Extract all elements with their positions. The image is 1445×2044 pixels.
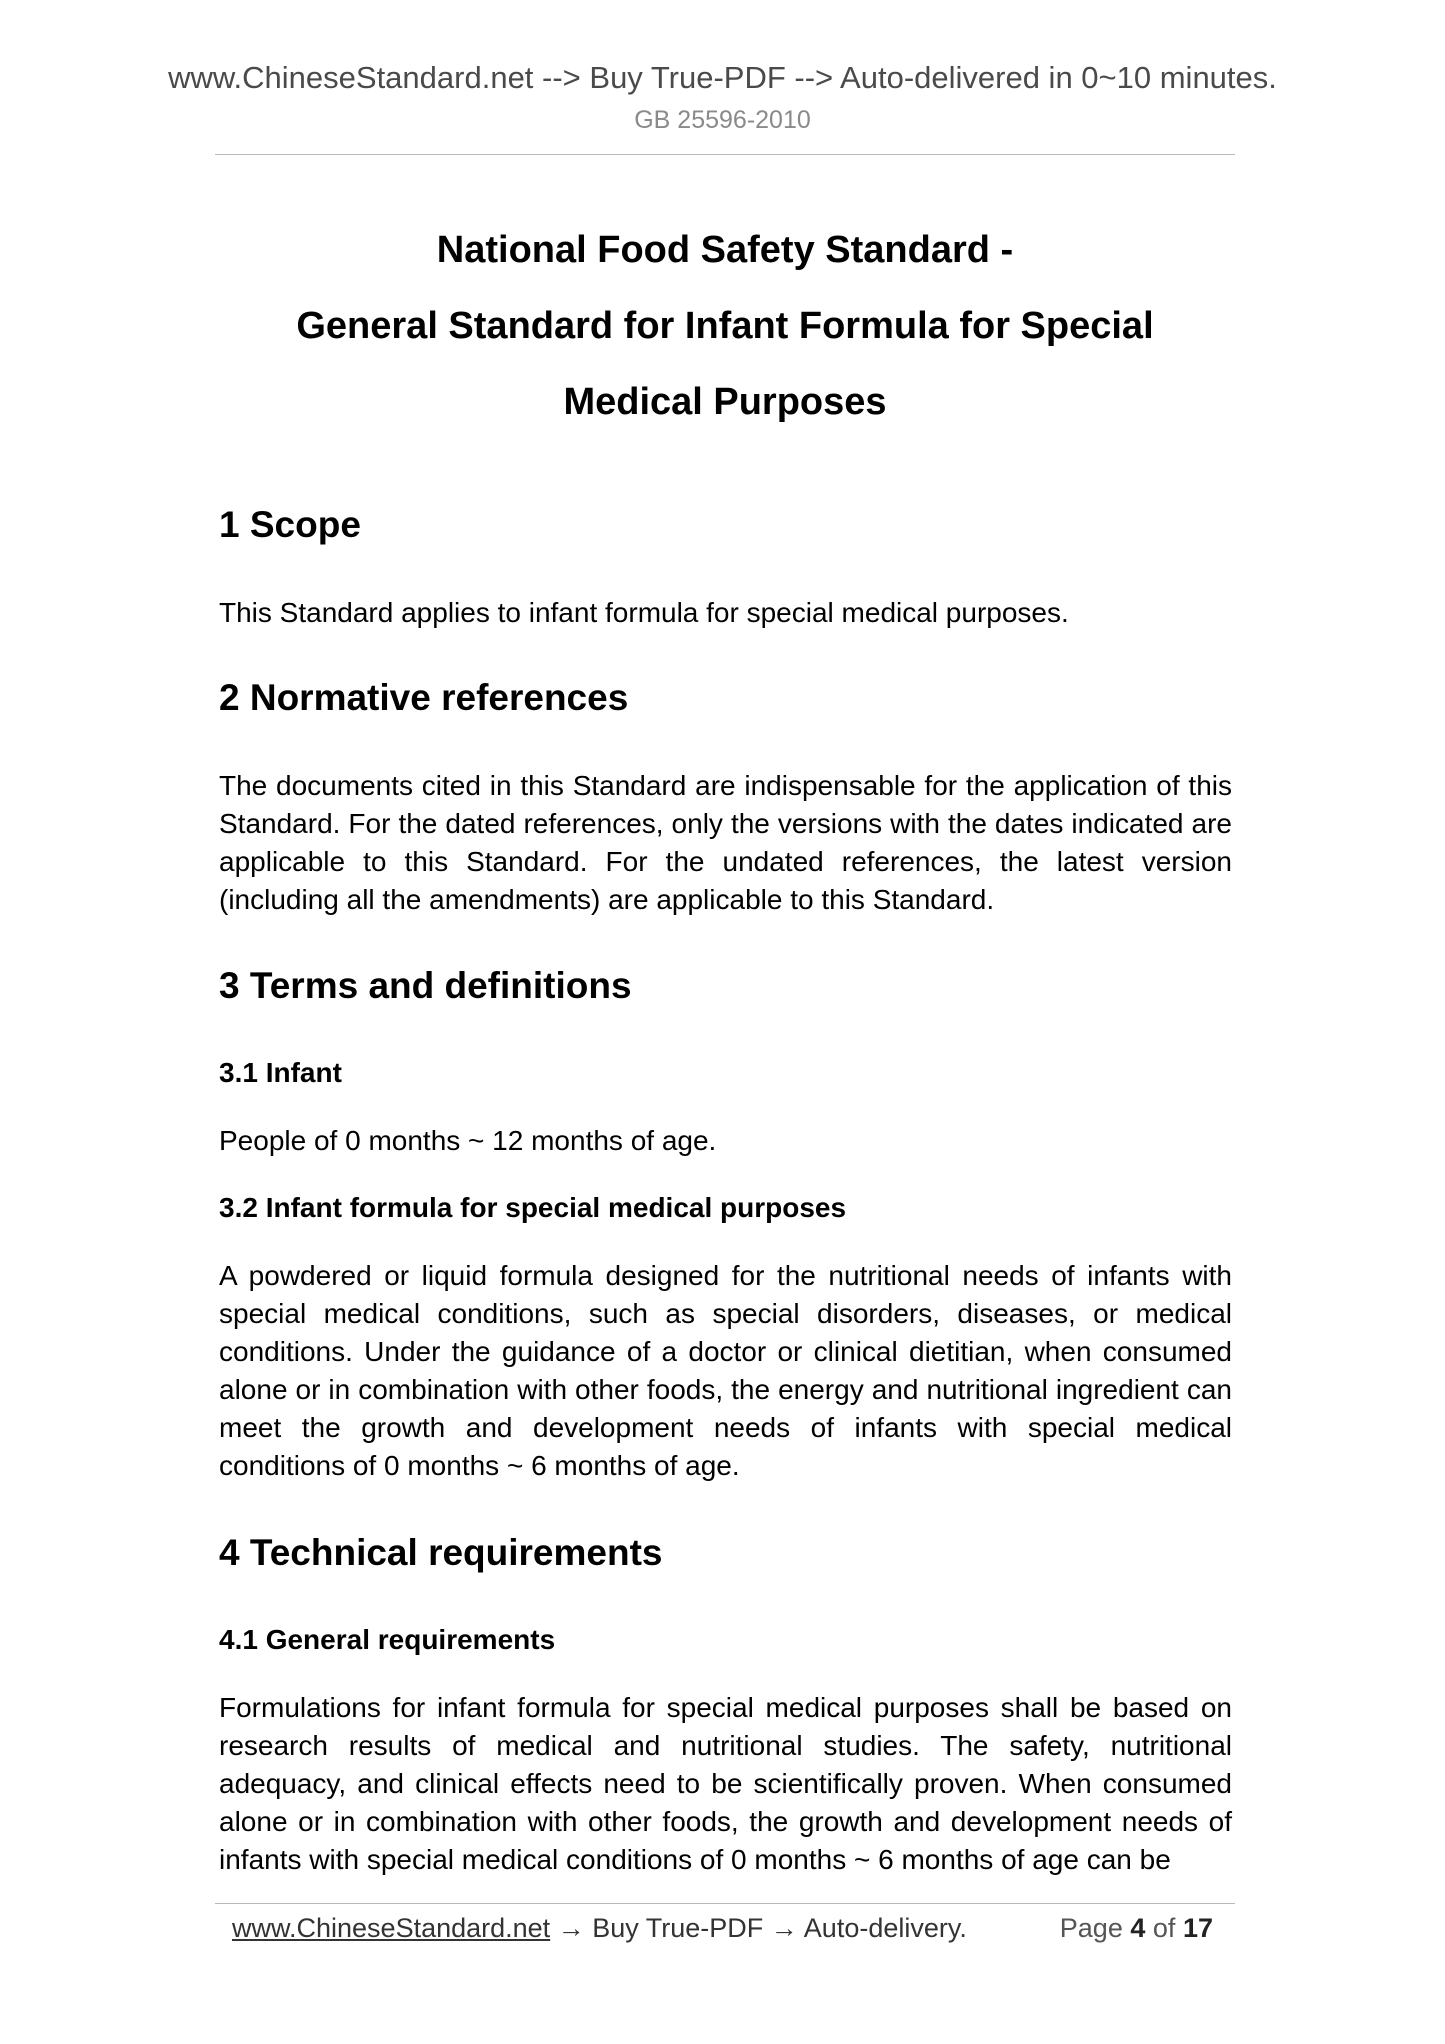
footer-site-link[interactable]: www.ChineseStandard.net (232, 1913, 551, 1943)
section-3-1-heading: 3.1 Infant (219, 1057, 342, 1088)
section-1-text: This Standard applies to infant formula for special medical purposes. (219, 597, 1069, 628)
section-3-2-heading: 3.2 Infant formula for special medical purposes (219, 1192, 847, 1223)
footer-buy-text: Buy True-PDF (592, 1913, 764, 1943)
page-of: of (1152, 1913, 1176, 1943)
page-number (1060, 1906, 1213, 1950)
arrow-right-icon: → (770, 1913, 798, 1943)
footer-delivery-text: Auto-delivery. (803, 1913, 967, 1943)
section-4-1-text: Formulations for infant formula for special medical purposes shall be based on research results of medical and nutritional studies. The safety, nutritional adequacy, and clinical effects need to be scientifically proven. When consumed alone or in combination with other foods, the growth and development needs of infants with special medical conditions of 0 months ~ 6 months of age can be (219, 1692, 1232, 1875)
section-2-text: The documents cited in this Standard are indispensable for the application of this Standard. For the dated references, only the versions with the dates indicated are applicable to this Standard. For the undated references, the latest version (including all the amendments) are applicable to this Standard. (219, 770, 1232, 915)
page-label: Page (1059, 1913, 1123, 1943)
title-line-1: National Food Safety Standard - (436, 229, 1014, 271)
section-1-heading: 1 Scope (219, 504, 361, 545)
section-4-heading: 4 Technical requirements (219, 1532, 663, 1573)
page-total: 17 (1182, 1913, 1213, 1943)
section-3-2-text: A powdered or liquid formula designed for the nutritional needs of infants with special medical conditions, such as special disorders, diseases, or medical conditions. Under the guidance of a doctor or clinical dietitian, when consumed alone or in combination with other foods, the energy and nutritional ingredient can meet the growth and development needs of infants with special medical conditions of 0 months ~ 6 months of age. (219, 1260, 1232, 1481)
footer-links (232, 1906, 967, 1950)
page-footer (215, 1906, 1235, 1950)
section-3-1-text: People of 0 months ~ 12 months of age. (219, 1125, 717, 1156)
title-line-2: General Standard for Infant Formula for Special (296, 305, 1154, 347)
document-id: GB 25596-2010 (634, 106, 811, 134)
page-title (215, 212, 1235, 440)
section-4-1-heading: 4.1 General requirements (219, 1624, 556, 1655)
header-divider (215, 154, 1235, 155)
arrow-right-icon: → (557, 1913, 585, 1943)
section-2-heading: 2 Normative references (219, 677, 629, 718)
title-line-3: Medical Purposes (563, 381, 887, 423)
footer-divider (215, 1903, 1235, 1904)
section-3-heading: 3 Terms and definitions (219, 965, 632, 1006)
page-current: 4 (1130, 1913, 1146, 1943)
site-banner: www.ChineseStandard.net --> Buy True-PDF --> Auto-delivered in 0~10 minutes. (168, 60, 1277, 95)
